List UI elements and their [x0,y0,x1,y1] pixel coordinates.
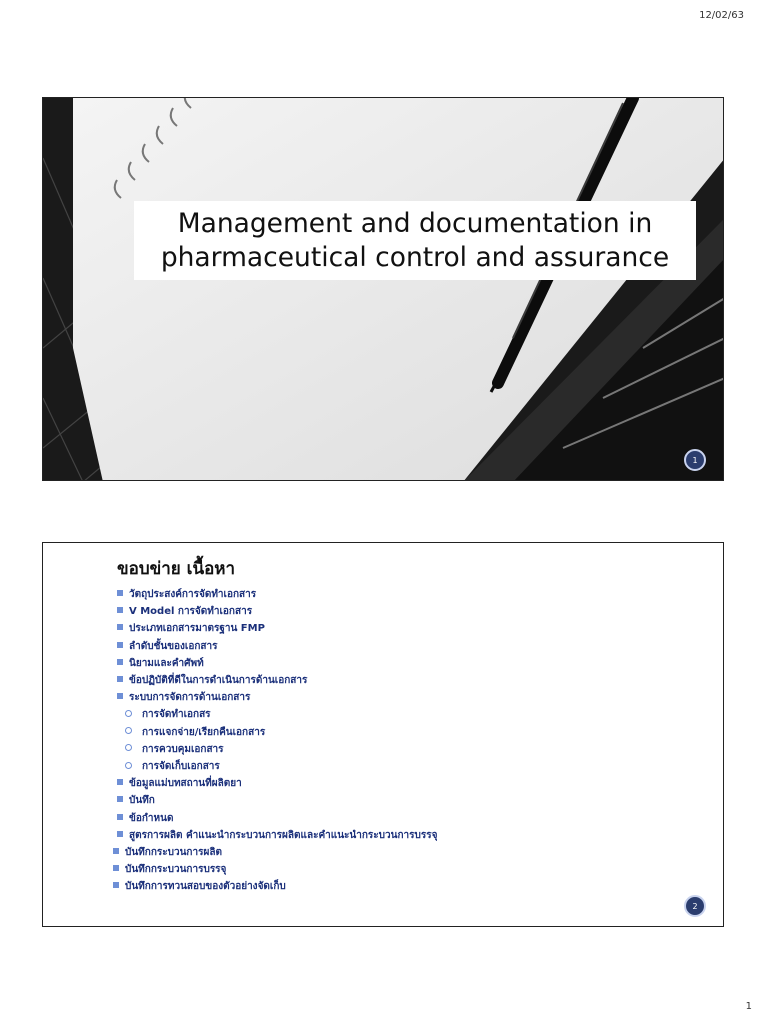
slide-number-badge: 1 [684,449,706,471]
square-bullet-icon [113,848,119,854]
contents-item [113,775,437,792]
contents-item [113,620,437,637]
circle-bullet-icon [125,744,132,751]
contents-item-text: นิยามและคำศัพท์ [129,657,204,669]
contents-item-text: บันทึกกระบวนการบรรจุ [125,864,227,876]
contents-item-text: V Model การจัดทำเอกสาร [129,606,253,618]
square-bullet-icon [117,779,123,785]
notebook-pen-photo [43,98,724,481]
contents-subitem [113,758,437,775]
contents-item-text: การควบคุมเอกสาร [142,743,224,755]
contents-item [113,861,437,878]
circle-bullet-icon [125,762,132,769]
contents-item-text: บันทึก [129,795,155,807]
contents-subitem [113,706,437,723]
square-bullet-icon [117,659,123,665]
square-bullet-icon [117,624,123,630]
circle-bullet-icon [125,727,132,734]
slide-number-badge: 2 [684,895,706,917]
square-bullet-icon [113,865,119,871]
page-number: 1 [745,1001,752,1012]
contents-subitem [113,741,437,758]
contents-item [113,827,437,844]
contents-item-text: ระบบการจัดการด้านเอกสาร [129,692,251,704]
contents-item-text: การแจกจ่าย/เรียกคืนเอกสาร [142,726,266,738]
contents-slide [42,542,724,927]
contents-item [113,689,437,706]
circle-bullet-icon [125,710,132,717]
contents-item [113,844,437,861]
contents-item-text: ข้อปฏิบัติที่ดีในการดำเนินการด้านเอกสาร [129,675,308,687]
square-bullet-icon [117,796,123,802]
contents-item-text: บันทึกการทวนสอบของตัวอย่างจัดเก็บ [125,881,286,893]
square-bullet-icon [117,831,123,837]
contents-item-text: วัตถุประสงค์การจัดทำเอกสาร [129,589,257,600]
title-slide [42,97,724,481]
contents-item-text: บันทึกกระบวนการผลิต [125,847,222,859]
square-bullet-icon [117,693,123,699]
contents-item-text: ประเภทเอกสารมาตรฐาน FMP [129,623,265,635]
contents-item-text: สูตรการผลิต คำแนะนำกระบวนการผลิตและคำแนะนำกระบวนการบรรจุ [129,829,438,841]
contents-item [113,792,437,809]
contents-heading: ขอบข่าย เนื้อหา [117,559,236,579]
contents-list [113,586,437,896]
square-bullet-icon [117,676,123,682]
slide-title: Management and documentation in pharmaceutical control and assurance [160,207,670,273]
contents-item-text: ลำดับชั้นของเอกสาร [129,640,218,652]
square-bullet-icon [113,882,119,888]
contents-item [113,603,437,620]
contents-item-text: การจัดทำเอกสร [142,709,211,721]
contents-subitem [113,724,437,741]
contents-item-text: ข้อมูลแม่บทสถานที่ผลิตยา [129,778,242,790]
contents-item [113,810,437,827]
square-bullet-icon [117,607,123,613]
contents-item [113,586,437,603]
contents-item [113,638,437,655]
contents-item [113,672,437,689]
contents-item-text: ข้อกำหนด [129,812,174,824]
square-bullet-icon [117,814,123,820]
title-box [134,201,696,280]
square-bullet-icon [117,642,123,648]
contents-item-text: การจัดเก็บเอกสาร [142,761,220,773]
contents-item [113,655,437,672]
square-bullet-icon [117,590,123,596]
contents-item [113,878,437,895]
page-date: 12/02/63 [699,10,744,21]
